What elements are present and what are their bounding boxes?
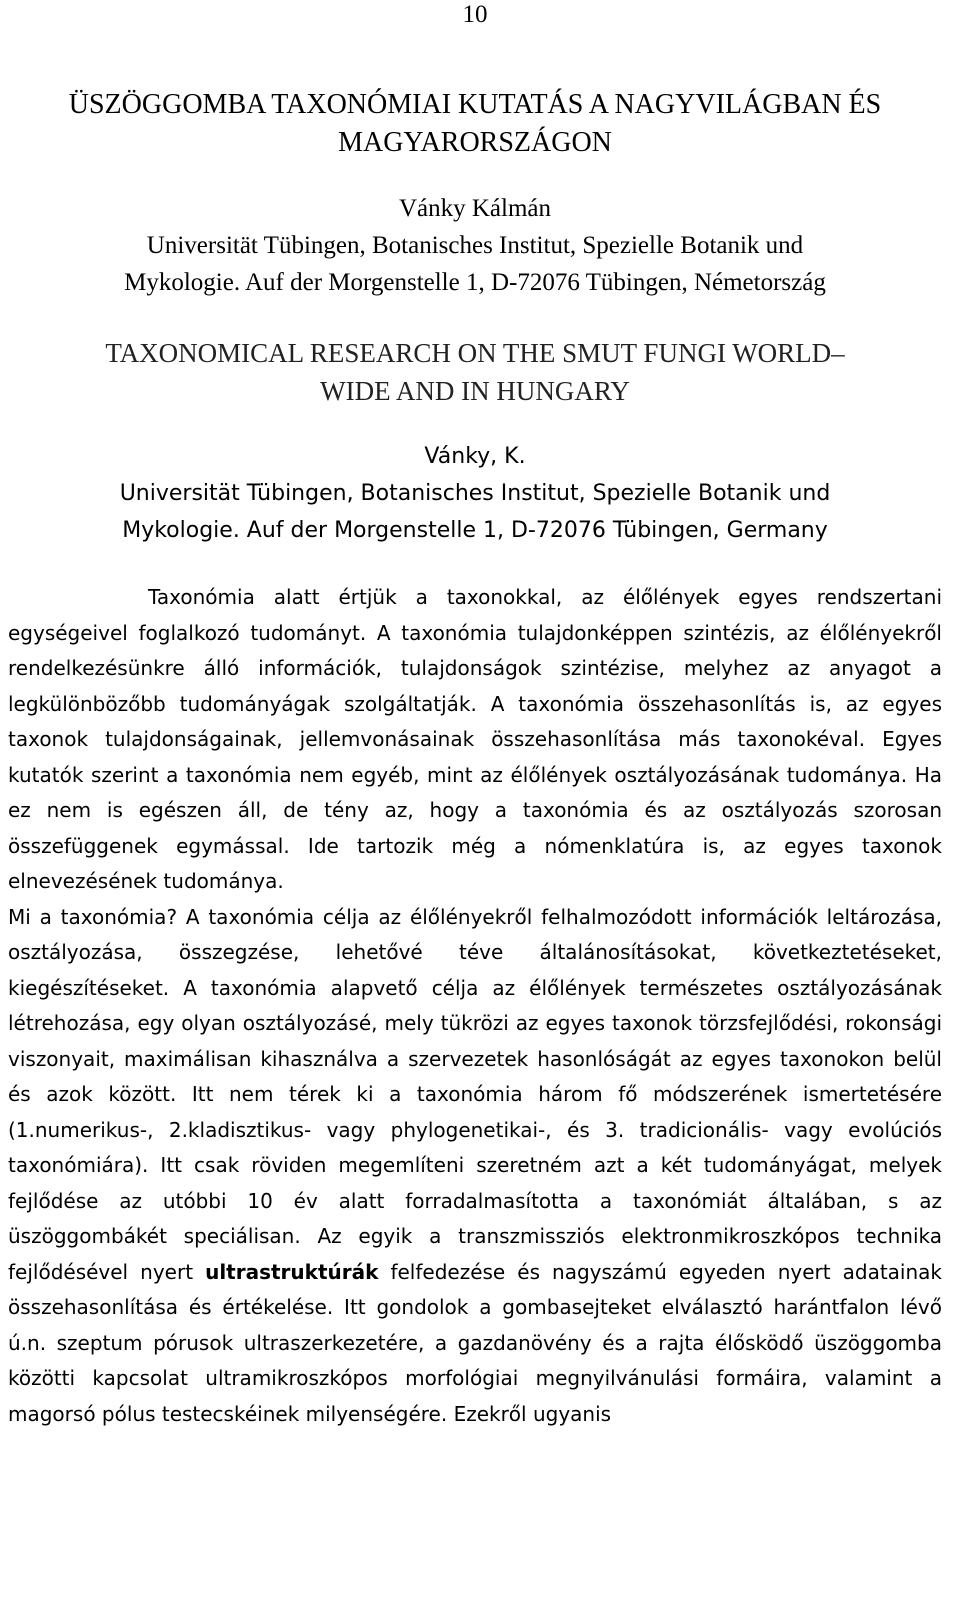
hungarian-title-line-1: ÜSZÖGGOMBA TAXONÓMIAI KUTATÁS A NAGYVILÁGBAN ÉS	[68, 89, 882, 120]
body-text	[8, 580, 942, 1432]
english-affiliation-line-2: Mykologie. Auf der Morgenstelle 1, D-72076 Tübingen, Germany	[122, 518, 828, 543]
hungarian-affiliation-line-2: Mykologie. Auf der Morgenstelle 1, D-72076 Tübingen, Németország	[124, 269, 826, 296]
hungarian-title-line-2: MAGYARORSZÁGON	[338, 127, 612, 158]
english-title-line-2: WIDE AND IN HUNGARY	[320, 376, 630, 406]
english-affiliation-line-1: Universität Tübingen, Botanisches Institut, Spezielle Botanik und	[119, 481, 831, 506]
hungarian-author: Vánky Kálmán	[398, 195, 552, 222]
english-author: Vánky, K.	[424, 444, 526, 469]
page-number: 10	[462, 1, 488, 28]
paragraph-2	[8, 900, 942, 1433]
hungarian-affiliation-line-1: Universität Tübingen, Botanisches Institut, Spezielle Botanik und	[146, 232, 804, 259]
english-title	[8, 334, 942, 410]
english-affiliation	[8, 475, 942, 549]
hungarian-affiliation	[8, 227, 942, 301]
paragraph-2-text-start: Mi a taxonómia? A taxonómia célja az élőlényekről felhalmozódott információk leltározása, osztályozása, összegzése, lehetővé téve általánosításokat, következtetéseket, kiegészítéseket. A taxonómia alapvető célja az élőlények természetes osztályozásának létrehozása, egy olyan osztályozásé, mely tükrözi az egyes taxonok törzsfejlődési, rokonsági viszonyait, maximálisan kihasználva a szervezetek hasonlóságát az egyes taxonokon belül és azok között. Itt nem térek ki a taxonómia három fő módszerének ismertetésére (1.numerikus-, 2.kladisztikus- vagy phylogenetikai-, és 3. tradicionális- vagy evolúciós taxonómiára). Itt csak röviden megemlíteni szeretném azt a két tudományágat, melyek fejlődése az utóbbi 10 év alatt forradalmasította a taxonómiát általában, s az üszöggombákét speciálisan. Az egyik a transzmissziós elektronmikroszkópos technika fejlődésével nyert	[8, 904, 942, 1284]
hungarian-title	[8, 86, 942, 162]
paragraph-1: Taxonómia alatt értjük a taxonokkal, az élőlények egyes rendszertani egységeivel foglalkozó tudományt. A taxonómia tulajdonképpen szintézis, az élőlényekről rendelkezésünkre álló információk, tulajdonságok szintézise, melyhez az anyagot a legkülönbözőbb tudományágak szolgáltatják. A taxonómia összehasonlítás is, az egyes taxonok tulajdonságainak, jellemvonásainak összehasonlítása más taxonokéval. Egyes kutatók szerint a taxonómia nem egyéb, mint az élőlények osztályozásának tudománya. Ha ez nem is egészen áll, de tény az, hogy a taxonómia és az osztályozás szorosan összefüggenek egymással. Ide tartozik még a nómenklatúra is, az egyes taxonok elnevezésének tudománya.	[8, 585, 942, 893]
english-title-line-1: TAXONOMICAL RESEARCH ON THE SMUT FUNGI WORLD–	[105, 338, 845, 368]
paragraph-2-text-end: felfedezése és nagyszámú egyeden nyert adatainak összehasonlítása és értékelése. Itt gondolok a gombasejteket elválasztó harántfalon lévő ú.n. szeptum pórusok ultraszerkezetére, a gazdanövény és a rajta élősködő üszöggomba közötti kapcsolat ultramikroszkópos morfológiai megnyilvánulási formáira, valamint a magorsó pólus testecskéinek milyenségére. Ezekről ugyanis	[8, 1259, 942, 1426]
bold-term: ultrastruktúrák	[205, 1259, 379, 1284]
